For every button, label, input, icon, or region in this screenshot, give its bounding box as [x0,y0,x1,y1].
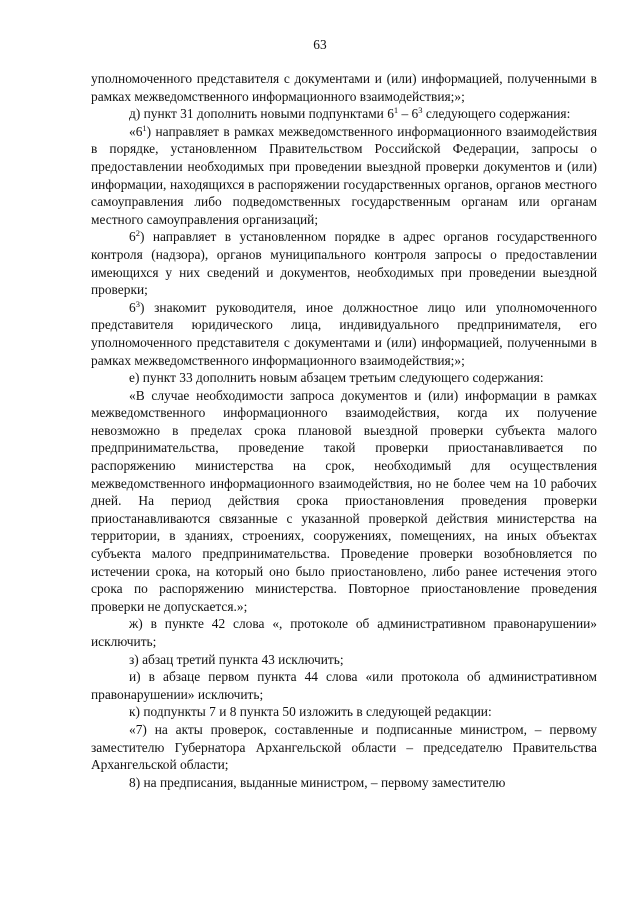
paragraph-text: – 6 [398,106,419,122]
paragraph-text: уполномоченного представителя с документами и (или) информацией, полученными в рамках межведомственного информационного взаимодействия;»; [91,71,597,104]
page-number: 63 [313,37,327,52]
paragraph [91,703,597,721]
paragraph [91,774,597,792]
paragraph [91,651,597,669]
paragraph-text: следующего содержания: [422,106,571,122]
paragraph-text: ) направляет в рамках межведомственного информационного взаимодействия в порядке, установленном Правительством Российской Федерации, запросы о предоставлении необходимых при проведении выездной проверки документов и (или) информации, находящихся в распоряжении государственных органов, органов местного самоуправления либо подведомственных государственным органам или органам местного самоуправления организаций; [91,123,597,227]
paragraph-text: ж) в пункте 42 слова «, протоколе об административном правонарушении» исключить; [91,616,597,649]
superscript-index: 3 [418,105,423,116]
paragraph [91,721,597,774]
paragraph [91,299,597,369]
paragraph-text: д) пункт 31 дополнить новыми подпунктами 6 [129,106,394,122]
superscript-index: 1 [393,105,399,116]
superscript-index: 3 [135,298,140,309]
paragraph [91,387,597,616]
paragraph-text: ) направляет в установленном порядке в адрес органов государственного контроля (надзора), органов муниципального контроля запросы о предоставлении имеющихся у них сведений и документов, необходимых при проведении выездной проверки; [91,229,597,298]
paragraph [91,70,597,105]
paragraph-text: «В случае необходимости запроса документов и (или) информации в рамках межведомственного информационного взаимодействия, когда их получение невозможно в пределах срока плановой выездной проверки субъекта малого предпринимательства, проведение такой проверки приостанавливается по распоряжению министерства на срок, необходимый для осуществления межведомственного информационного взаимодействия, но не более чем на 10 рабочих дней. На период действия срока приостановления проведения проверки приостанавливаются связанные с указанной проверкой действия министерства на территории, в зданиях, строениях, сооружениях, помещениях, на иных объектах субъекта малого предпринимательства. Проведение проверки возобновляется по истечении срока, на который оно было приостановлено, либо ранее истечения этого срока по распоряжению министерства. Повторное приостановление проведения проверки не допускается.»; [91,387,597,614]
paragraph [91,105,597,123]
paragraph-text: ) знакомит руководителя, иное должностное лицо или уполномоченного представителя юридического лица, индивидуального предпринимателя, его уполномоченного представителя с документами и (или) информацией, полученными в рамках межведомственного информационного взаимодействия;»; [91,299,597,368]
paragraph [91,369,597,387]
paragraph-text: 8) на предписания, выданные министром, – первому заместителю [129,774,506,790]
body-text [91,70,597,791]
paragraph [91,668,597,703]
paragraph-text: «6 [129,123,143,139]
paragraph [91,615,597,650]
superscript-index: 1 [142,122,147,133]
paragraph [91,123,597,229]
paragraph-text: к) подпункты 7 и 8 пункта 50 изложить в следующей редакции: [129,704,492,720]
paragraph-text: «7) на акты проверок, составленные и подписанные министром, – первому заместителю Губернатора Архангельской области – председателю Правительства Архангельской области; [91,721,597,773]
paragraph-text: 6 [129,229,136,245]
paragraph-text: 6 [129,299,136,315]
paragraph-text: е) пункт 33 дополнить новым абзацем третьим следующего содержания: [129,370,544,386]
paragraph-text: з) абзац третий пункта 43 исключить; [129,651,344,667]
paragraph-text: и) в абзаце первом пункта 44 слова «или протокола об административном правонарушении» исключить; [91,669,597,702]
superscript-index: 2 [135,228,140,239]
paragraph [91,228,597,298]
